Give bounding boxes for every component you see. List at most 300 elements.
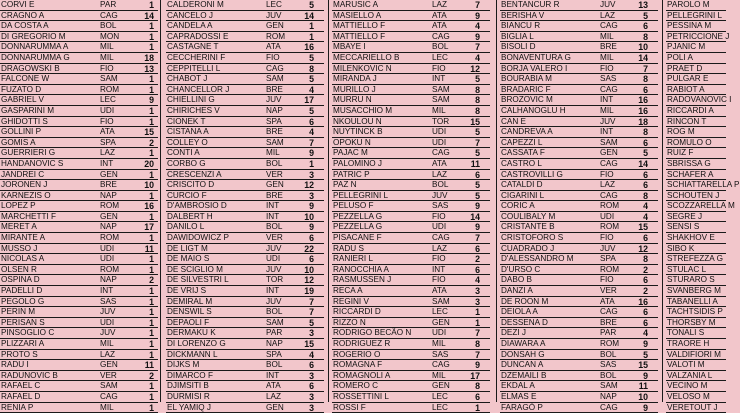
player-row [0, 85, 158, 96]
player-name: DE SILVESTRI L [167, 275, 229, 285]
player-row [0, 254, 158, 265]
player-team: ATA [600, 296, 615, 306]
player-appearances: 4 [643, 211, 648, 222]
player-name: VECINO M [667, 381, 708, 391]
player-row [332, 95, 490, 106]
player-appearances: 1 [149, 31, 154, 42]
player-row [500, 148, 658, 159]
player-appearances: 15 [470, 116, 480, 127]
player-row [332, 381, 490, 392]
player-name: CECCHERINI F [167, 52, 226, 62]
player-name: PAROLO M [667, 0, 710, 9]
player-team: BOL [600, 370, 617, 380]
player-row [666, 212, 726, 223]
player-team: NAP [266, 339, 283, 348]
player-appearances: 3 [475, 286, 480, 297]
player-name: DONNARUMMA G [1, 52, 70, 62]
player-name: PALOMINO J [333, 158, 382, 168]
player-appearances: 5 [309, 317, 314, 328]
player-row [500, 85, 658, 96]
player-name: TABANELLI A [667, 296, 718, 306]
player-team: SPA [600, 254, 616, 264]
player-team: ROM [600, 222, 620, 232]
player-team: SAM [100, 381, 118, 391]
player-appearances: 8 [475, 105, 480, 116]
player-team: ATA [432, 158, 447, 168]
player-row [0, 180, 158, 191]
player-team: BOL [432, 180, 449, 190]
player-appearances: 1 [149, 84, 154, 95]
player-name: GASPARINI M [1, 105, 55, 115]
player-name: TONALI S [667, 328, 705, 338]
player-team: CAG [432, 360, 450, 370]
player-row [166, 328, 324, 339]
player-row [166, 117, 324, 128]
player-row [332, 350, 490, 361]
player-appearances: 1 [149, 0, 154, 10]
player-row [0, 328, 158, 339]
player-row [166, 170, 324, 181]
player-row [500, 117, 658, 128]
player-team: CAG [600, 307, 618, 317]
player-team: GEN [266, 402, 284, 412]
player-team: ROM [100, 201, 120, 211]
player-name: RIZZO N [333, 317, 366, 327]
player-appearances: 11 [144, 243, 154, 254]
player-row [500, 74, 658, 85]
player-name: JORONEN J [1, 180, 48, 190]
player-row [166, 275, 324, 286]
player-name: CHABOT J [167, 74, 208, 84]
player-row [666, 74, 726, 85]
player-row [500, 127, 658, 138]
player-name: ELMAS E [501, 391, 537, 401]
player-team: ATA [266, 381, 281, 391]
player-row [332, 32, 490, 43]
player-appearances: 4 [309, 349, 314, 360]
player-row [0, 212, 158, 223]
player-appearances: 7 [475, 137, 480, 148]
player-name: CHANCELLOR J [167, 84, 230, 94]
player-name: BERISHA V [501, 10, 545, 20]
player-appearances: 17 [144, 222, 154, 233]
player-row [666, 85, 726, 96]
player-appearances: 7 [475, 349, 480, 360]
player-team: LAZ [100, 148, 116, 158]
player-name: KARNEZIS O [1, 190, 51, 200]
player-name: LOPEZ P [1, 201, 36, 211]
player-team: NAP [266, 105, 283, 115]
player-team: INT [600, 127, 614, 137]
player-name: EKDAL A [501, 381, 535, 391]
player-team: JUV [600, 116, 616, 126]
player-team: MIL [100, 42, 114, 52]
player-team: LAZ [432, 169, 448, 179]
player-name: DEMIRAL M [167, 296, 213, 306]
player-team: GEN [100, 360, 118, 370]
player-row [666, 42, 726, 53]
player-team: LAZ [600, 10, 616, 20]
player-team: JUV [266, 10, 282, 20]
player-row [332, 74, 490, 85]
player-row [0, 392, 158, 403]
player-name: FUZATO D [1, 84, 42, 94]
player-team: INT [100, 158, 114, 168]
player-row [0, 244, 158, 255]
player-row [666, 307, 726, 318]
player-team: CAG [600, 84, 618, 94]
player-row [666, 254, 726, 265]
player-row [666, 222, 726, 233]
player-appearances: 6 [643, 137, 648, 148]
player-appearances: 1 [149, 307, 154, 318]
player-team: BRE [100, 180, 117, 190]
player-appearances: 18 [144, 52, 154, 63]
player-row [332, 64, 490, 75]
player-appearances: 9 [643, 402, 648, 413]
player-team: MIL [432, 105, 446, 115]
player-name: MUSACCHIO M [333, 105, 393, 115]
player-name: BIANCU R [501, 21, 541, 31]
player-name: DE SCIGLIO M [167, 264, 223, 274]
player-name: RADU S [333, 243, 364, 253]
player-appearances: 12 [470, 63, 480, 74]
player-name: CASTRO L [501, 158, 542, 168]
player-team: BRE [266, 190, 283, 200]
player-appearances: 1 [149, 42, 154, 53]
player-team: SAM [432, 296, 450, 306]
player-name: DABO B [501, 275, 532, 285]
player-appearances: 1 [149, 148, 154, 159]
player-appearances: 6 [643, 84, 648, 95]
player-name: VELOSO M [667, 391, 710, 401]
player-row [166, 318, 324, 329]
player-appearances: 8 [643, 127, 648, 138]
player-appearances: 1 [309, 158, 314, 169]
player-appearances: 14 [304, 10, 314, 21]
player-name: SCHAFER A [667, 169, 714, 179]
player-row [332, 307, 490, 318]
player-name: PADELLI D [1, 286, 43, 296]
player-team: ATA [266, 42, 281, 52]
player-row [332, 233, 490, 244]
player-name: DI GREGORIO M [1, 31, 66, 41]
player-row [666, 170, 726, 181]
player-appearances: 6 [309, 360, 314, 371]
player-row [332, 222, 490, 233]
player-team: VER [266, 233, 283, 243]
player-name: MBAYE I [333, 42, 366, 52]
player-team: BOL [266, 360, 283, 370]
player-name: RABIOT A [667, 84, 705, 94]
player-row [166, 222, 324, 233]
player-team: ROM [100, 233, 120, 243]
player-row [166, 138, 324, 149]
player-appearances: 9 [475, 31, 480, 42]
player-row [166, 95, 324, 106]
player-name: BISOLI D [501, 42, 536, 52]
player-name: CAPEZZI L [501, 137, 543, 147]
player-appearances: 6 [643, 180, 648, 191]
player-team: GEN [600, 148, 618, 158]
player-name: DI LORENZO G [167, 339, 226, 348]
player-appearances: 3 [309, 370, 314, 381]
player-name: PAJAC M [333, 148, 368, 158]
player-row [500, 32, 658, 43]
player-name: CHIELLINI G [167, 95, 215, 105]
player-name: BROZOVIC M [501, 95, 553, 105]
player-team: FIO [432, 254, 446, 264]
player-team: PAR [600, 328, 617, 338]
player-appearances: 2 [475, 254, 480, 265]
player-name: PISACANE F [333, 233, 382, 243]
player-name: RADU I [1, 360, 29, 370]
player-name: PERIN M [1, 307, 36, 317]
player-name: VALOTI M [667, 360, 705, 370]
player-appearances: 16 [304, 42, 314, 53]
player-row [166, 180, 324, 191]
player-row [0, 403, 158, 413]
player-appearances: 1 [149, 339, 154, 349]
player-appearances: 1 [149, 402, 154, 413]
player-row [500, 138, 658, 149]
player-name: COLLEY O [167, 137, 208, 147]
player-appearances: 17 [304, 95, 314, 106]
player-row [666, 297, 726, 308]
player-name: PLIZZARI A [1, 339, 45, 348]
player-name: PINSOGLIO C [1, 328, 55, 338]
player-row [332, 117, 490, 128]
player-appearances: 6 [643, 317, 648, 328]
player-column [666, 0, 740, 412]
player-team: ROM [600, 201, 620, 211]
player-team: FIO [432, 63, 446, 73]
player-team: SAM [432, 84, 450, 94]
player-name: RENIA P [1, 402, 34, 412]
player-row [332, 244, 490, 255]
player-name: DENSWIL S [167, 307, 212, 317]
player-appearances: 15 [638, 360, 648, 371]
player-name: SBRISSA G [667, 158, 711, 168]
player-row [666, 127, 726, 138]
player-team: JUV [100, 307, 116, 317]
player-appearances: 1 [309, 31, 314, 42]
player-team: FIO [432, 275, 446, 285]
player-appearances: 15 [144, 127, 154, 138]
player-appearances: 6 [475, 243, 480, 254]
player-appearances: 6 [309, 233, 314, 244]
player-appearances: 5 [309, 105, 314, 116]
player-appearances: 12 [304, 275, 314, 286]
player-name: DAWIDOWICZ P [167, 233, 230, 243]
player-team: UDI [100, 243, 115, 253]
player-name: FARAGÒ P [501, 402, 543, 412]
player-appearances: 6 [643, 307, 648, 318]
player-team: MIL [600, 105, 614, 115]
player-name: DESSENA D [501, 317, 548, 327]
player-appearances: 22 [304, 243, 314, 254]
player-row [166, 53, 324, 64]
player-appearances: 1 [149, 391, 154, 402]
player-team: LEC [432, 402, 448, 412]
player-row [0, 265, 158, 276]
player-row [332, 138, 490, 149]
player-name: ROSSI F [333, 402, 366, 412]
player-appearances: 9 [643, 339, 648, 349]
player-name: DANILO L [167, 222, 205, 232]
player-name: VALDIFIORI M [667, 349, 721, 359]
player-row [0, 275, 158, 286]
player-name: CISTANA A [167, 127, 209, 137]
player-name: SIBO K [667, 243, 695, 253]
player-team: CAG [600, 158, 618, 168]
player-row [500, 318, 658, 329]
player-name: NKOULOU N [333, 116, 382, 126]
player-team: JUV [432, 190, 448, 200]
player-team: CAG [600, 190, 618, 200]
player-name: CASTROVILLI G [501, 169, 563, 179]
player-name: MATTIELLO F [333, 31, 386, 41]
player-row [500, 53, 658, 64]
player-team: UDI [100, 254, 115, 264]
player-name: PEZZELLA G [333, 211, 383, 221]
player-appearances: 9 [643, 370, 648, 381]
player-name: RANIERI L [333, 254, 374, 264]
player-name: SHAKHOV E [667, 233, 715, 243]
player-row [0, 138, 158, 149]
player-team: FIO [600, 233, 614, 243]
player-row [166, 297, 324, 308]
player-row [166, 339, 324, 350]
player-row [166, 159, 324, 170]
player-appearances: 6 [643, 275, 648, 286]
player-team: ATA [432, 10, 447, 20]
player-row [666, 31, 730, 43]
player-appearances: 3 [475, 296, 480, 307]
player-appearances: 8 [643, 31, 648, 42]
player-name: DERMAKU K [167, 328, 216, 338]
player-appearances: 5 [309, 0, 314, 10]
player-row [166, 381, 324, 392]
player-team: NAP [600, 391, 617, 401]
player-name: MARCHETTI F [1, 211, 57, 221]
player-team: ROM [100, 84, 120, 94]
player-team: INT [432, 74, 446, 84]
player-appearances: 12 [638, 243, 648, 254]
player-appearances: 10 [304, 211, 314, 222]
player-appearances: 11 [144, 360, 154, 371]
player-appearances: 1 [149, 349, 154, 360]
player-name: CANDREVA A [501, 127, 553, 137]
player-row [500, 11, 658, 22]
player-row [500, 222, 658, 233]
player-name: MIRANTE A [1, 233, 46, 243]
player-name: CORIC A [501, 201, 535, 211]
player-name: ROMAGNA F [333, 360, 383, 370]
column-divider [496, 0, 497, 402]
player-team: LAZ [432, 0, 448, 9]
player-appearances: 4 [309, 84, 314, 95]
player-appearances: 6 [475, 169, 480, 180]
player-name: CUADRADO J [501, 243, 555, 253]
player-name: ROMULO O [667, 137, 712, 147]
player-row [500, 403, 658, 413]
player-row [0, 233, 158, 244]
player-appearances: 5 [309, 52, 314, 63]
player-row [166, 21, 324, 32]
player-team: FIO [600, 275, 614, 285]
player-name: DANZI A [501, 286, 533, 296]
player-name: CIONEK T [167, 116, 206, 126]
player-column [332, 0, 490, 413]
player-name: SENSI S [667, 222, 700, 232]
player-row [666, 392, 726, 403]
player-row [332, 360, 490, 371]
player-row [500, 339, 658, 350]
player-row [332, 127, 490, 138]
player-appearances: 7 [309, 137, 314, 148]
player-appearances: 6 [309, 254, 314, 265]
player-row [166, 307, 324, 318]
player-name: DALBERT H [167, 211, 213, 221]
player-appearances: 10 [304, 264, 314, 275]
player-row [166, 254, 324, 265]
player-appearances: 6 [309, 116, 314, 127]
player-row [166, 106, 324, 117]
player-row [166, 201, 324, 212]
player-team: UDI [432, 127, 447, 137]
player-name: NICOLAS A [1, 254, 45, 264]
player-name: MILENKOVIC N [333, 63, 392, 73]
player-row [0, 159, 158, 170]
player-name: POLI A [667, 52, 693, 62]
player-name: CANCELO J [167, 10, 213, 20]
player-name: DZEMAILI B [501, 370, 547, 380]
player-row [0, 106, 158, 117]
player-team: UDI [432, 137, 447, 147]
player-row [500, 170, 658, 181]
player-appearances: 8 [475, 381, 480, 392]
player-appearances: 4 [475, 275, 480, 286]
player-appearances: 7 [475, 233, 480, 244]
player-team: INT [266, 286, 280, 296]
player-row [332, 392, 490, 403]
player-row [0, 127, 158, 138]
player-row [666, 53, 726, 64]
player-row [332, 148, 490, 159]
player-name: DURMISI R [167, 391, 210, 401]
player-team: LEC [432, 52, 448, 62]
player-team: CAG [600, 402, 618, 412]
player-team: ROM [600, 339, 620, 348]
player-team: ROM [266, 31, 286, 41]
player-row [166, 403, 324, 413]
player-team: JUV [266, 264, 282, 274]
player-row [666, 106, 726, 117]
player-name: GABRIEL V [1, 95, 44, 105]
player-row [332, 42, 490, 53]
player-row [332, 21, 490, 32]
player-row [166, 11, 324, 22]
player-team: ATA [100, 127, 115, 137]
player-team: INT [266, 370, 280, 380]
player-row [666, 95, 732, 106]
player-name: CATALDI D [501, 180, 543, 190]
player-name: SVANBERG M [667, 286, 721, 296]
player-name: BIGLIA L [501, 31, 534, 41]
player-name: CORVI E [1, 0, 35, 9]
player-appearances: 13 [638, 0, 648, 10]
